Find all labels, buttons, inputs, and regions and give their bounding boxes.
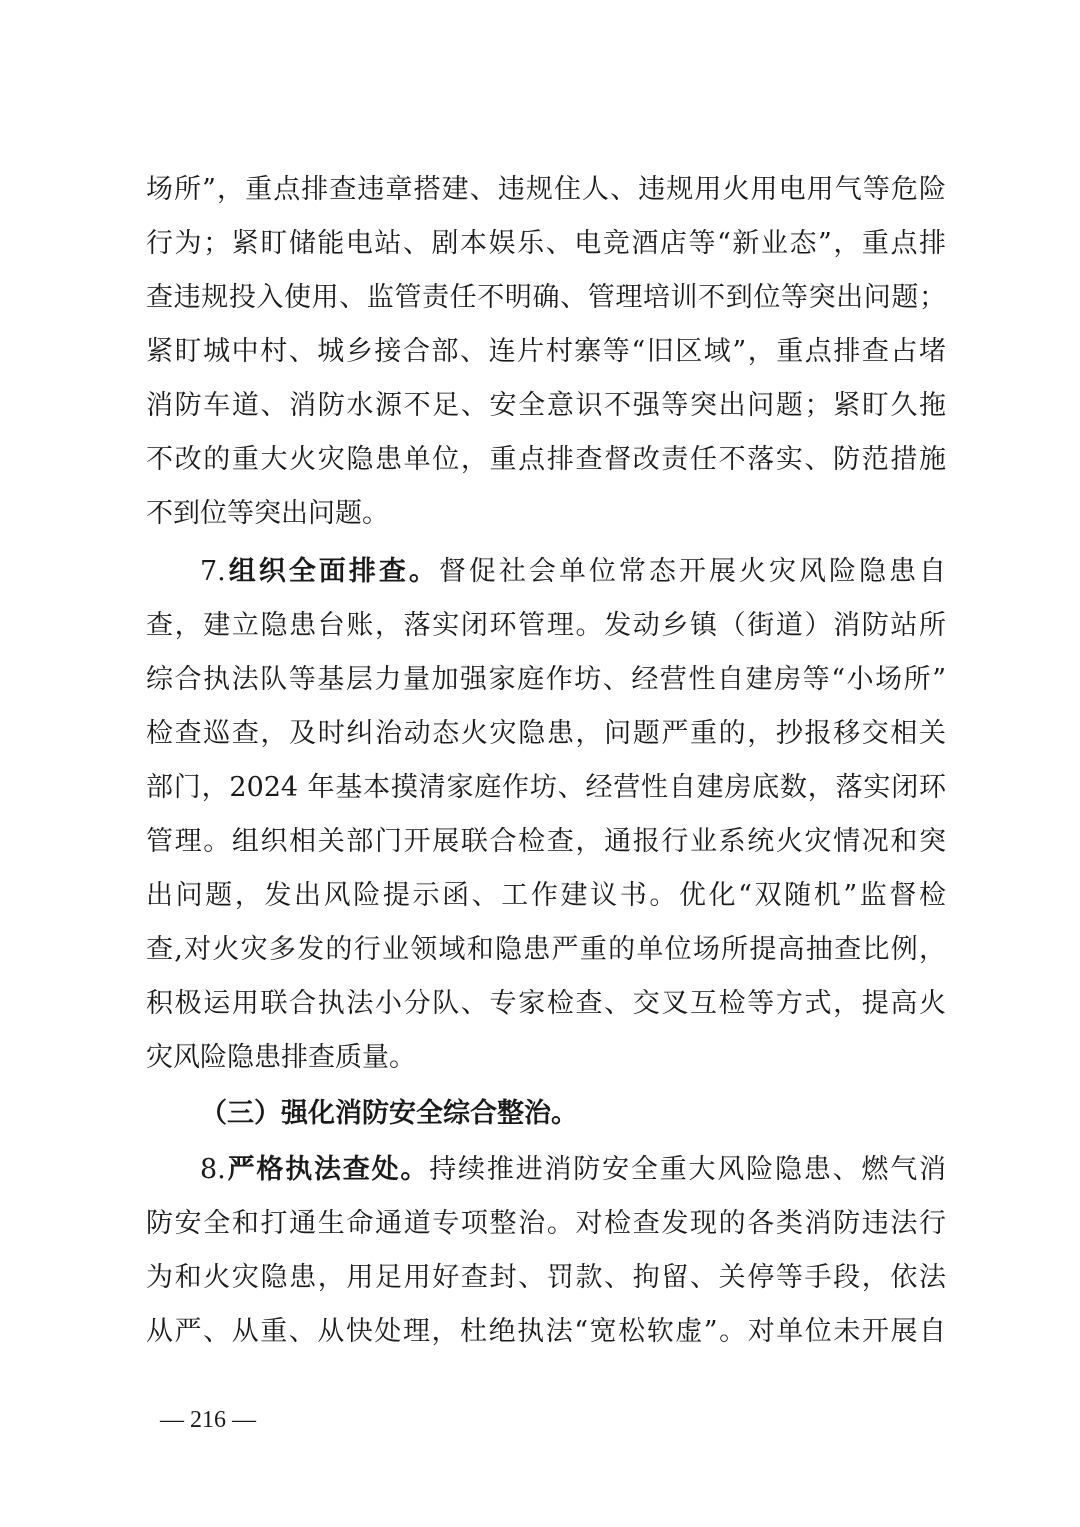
paragraph-line: 防安全和打通生命通道专项整治。对检查发现的各类消防违法行: [146, 1208, 946, 1239]
item-7-title: 组织全面排查。: [225, 556, 439, 587]
paragraph-line: 查，建立隐患台账，落实闭环管理。发动乡镇（街道）消防站所: [146, 610, 946, 641]
paragraph-line: 消防车道、消防水源不足、安全意识不强等突出问题；紧盯久拖: [146, 390, 946, 421]
item-7-first-line-text: 督促社会单位常态开展火灾风险隐患自: [438, 556, 946, 587]
paragraph-line: 不改的重大火灾隐患单位，重点排查督改责任不落实、防范措施: [146, 444, 946, 475]
paragraph-line: 紧盯城中村、城乡接合部、连片村寨等“旧区域”，重点排查占堵: [146, 336, 946, 367]
paragraph-line: 查,对火灾多发的行业领域和隐患严重的单位场所提高抽查比例，: [146, 934, 946, 965]
item-7-first-line: [200, 552, 946, 592]
paragraph-line: 行为；紧盯储能电站、剧本娱乐、电竞酒店等“新业态”，重点排: [146, 228, 946, 259]
paragraph-line: 管理。组织相关部门开展联合检查，通报行业系统火灾情况和突: [146, 826, 946, 857]
item-8-first-line-text: 持续推进消防安全重大风险隐患、燃气消: [429, 1154, 946, 1185]
item-8-first-line: [200, 1150, 946, 1190]
paragraph-line: 出问题，发出风险提示函、工作建议书。优化“双随机”监督检: [146, 880, 946, 911]
section-heading: （三）强化消防安全综合整治。: [200, 1098, 578, 1129]
page-number: — 216 —: [160, 1407, 256, 1433]
paragraph-line: 从严、从重、从快处理，杜绝执法“宽松软虚”。对单位未开展自: [146, 1316, 946, 1347]
paragraph-line: 积极运用联合执法小分队、专家检查、交叉互检等方式，提高火: [146, 988, 946, 1019]
item-8-number: 8.: [200, 1154, 226, 1185]
paragraph-line: 部门，2024 年基本摸清家庭作坊、经营性自建房底数，落实闭环: [146, 772, 946, 803]
paragraph-line: 为和火灾隐患，用足用好查封、罚款、拘留、关停等手段，依法: [146, 1262, 946, 1293]
item-7-number: 7.: [200, 556, 226, 587]
paragraph-line: 检查巡查，及时纠治动态火灾隐患，问题严重的，抄报移交相关: [146, 718, 946, 749]
paragraph-line: 不到位等突出问题。: [146, 498, 389, 529]
paragraph-line: 场所”，重点排查违章搭建、违规住人、违规用火用电用气等危险: [146, 174, 946, 205]
paragraph-line: 查违规投入使用、监管责任不明确、管理培训不到位等突出问题；: [146, 282, 946, 313]
paragraph-line: 灾风险隐患排查质量。: [146, 1042, 416, 1073]
paragraph-line: 综合执法队等基层力量加强家庭作坊、经营性自建房等“小场所”: [146, 664, 946, 695]
item-8-title: 严格执法查处。: [225, 1154, 430, 1185]
